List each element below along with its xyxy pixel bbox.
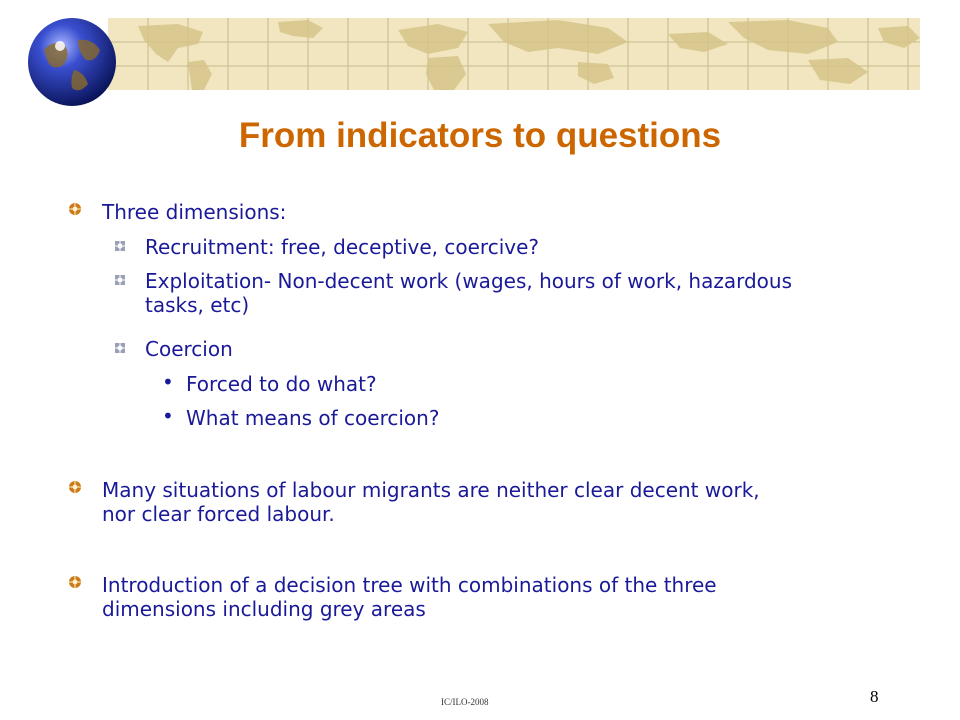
world-map-banner xyxy=(108,18,920,90)
small-gear-bullet-icon xyxy=(114,342,126,354)
sub-bullet-text: Coercion xyxy=(145,337,233,361)
sub-sub-bullet-text: What means of coercion? xyxy=(186,406,440,430)
gear-bullet-icon xyxy=(68,202,82,216)
sub-bullet-text: Exploitation- Non-decent work (wages, hours of work, hazardous tasks, etc) xyxy=(145,269,792,317)
bullet-text: Introduction of a decision tree with combinations of the three dimensions including grey areas xyxy=(102,573,717,621)
bullet-text: Many situations of labour migrants are neither clear decent work, nor clear forced labour. xyxy=(102,478,760,526)
slide-title: From indicators to questions xyxy=(238,116,722,155)
dot-bullet-icon: • xyxy=(162,404,174,428)
gear-bullet-icon xyxy=(68,575,82,589)
dot-bullet-icon: • xyxy=(162,370,174,394)
globe-icon xyxy=(22,10,122,110)
small-gear-bullet-icon xyxy=(114,274,126,286)
sub-bullet-text: Recruitment: free, deceptive, coercive? xyxy=(145,235,540,259)
footer-text: IC/ILO-2008 xyxy=(441,697,489,707)
sub-sub-bullet-text: Forced to do what? xyxy=(186,372,377,396)
small-gear-bullet-icon xyxy=(114,240,126,252)
bullet-text: Three dimensions: xyxy=(102,200,287,224)
page-number: 8 xyxy=(870,687,879,706)
gear-bullet-icon xyxy=(68,480,82,494)
